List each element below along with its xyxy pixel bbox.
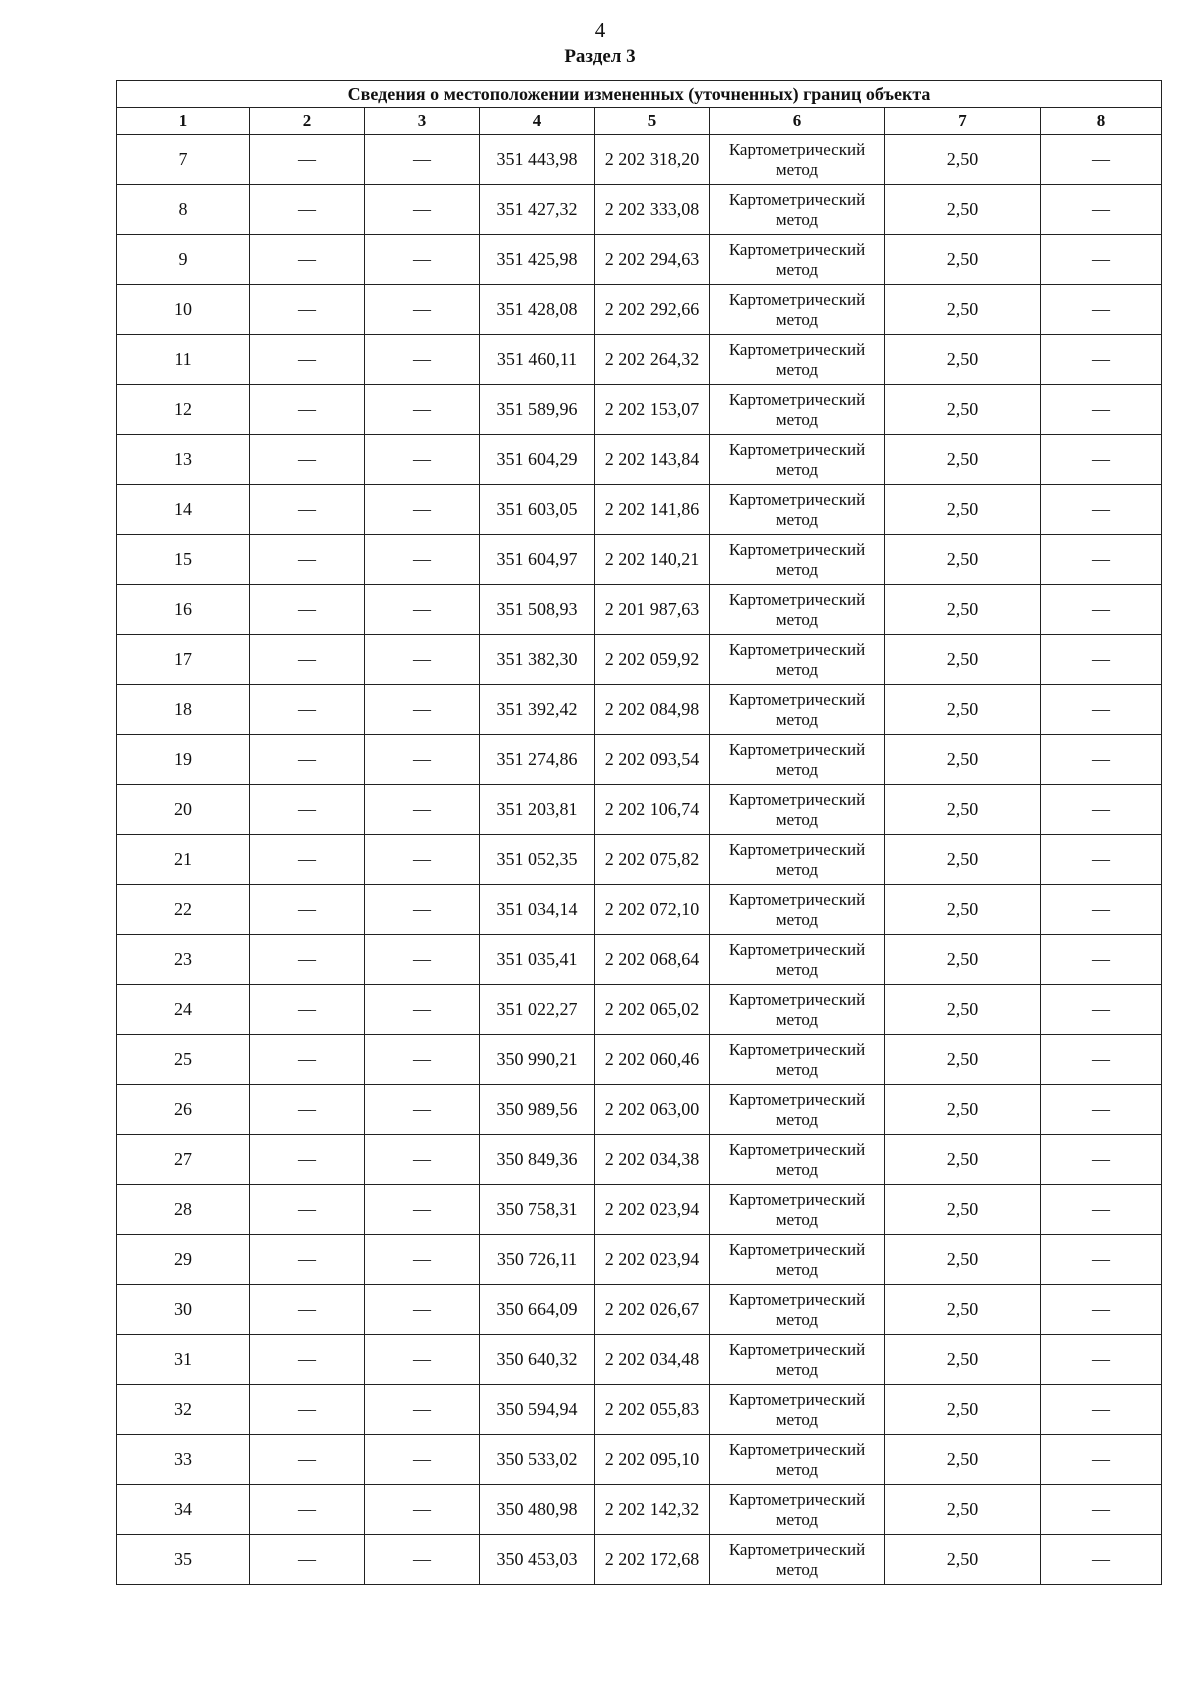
x-coordinate-cell: 350 664,09 [480,1285,595,1335]
empty-dash-cell: — [1041,1235,1162,1285]
point-number-cell: 26 [117,1085,250,1135]
empty-dash-cell: — [250,685,365,735]
method-cell: Картометрический метод [710,285,885,335]
point-number-cell: 35 [117,1535,250,1585]
x-coordinate-cell: 351 382,30 [480,635,595,685]
method-cell: Картометрический метод [710,685,885,735]
y-coordinate-cell: 2 202 065,02 [595,985,710,1035]
empty-dash-cell: — [365,485,480,535]
empty-dash-cell: — [250,1185,365,1235]
y-coordinate-cell: 2 202 055,83 [595,1385,710,1435]
method-cell: Картометрический метод [710,1435,885,1485]
empty-dash-cell: — [1041,1535,1162,1585]
accuracy-cell: 2,50 [885,1535,1041,1585]
empty-dash-cell: — [365,985,480,1035]
x-coordinate-cell: 351 034,14 [480,885,595,935]
x-coordinate-cell: 350 453,03 [480,1535,595,1585]
empty-dash-cell: — [250,135,365,185]
empty-dash-cell: — [365,1485,480,1535]
accuracy-cell: 2,50 [885,885,1041,935]
table-row [117,135,1162,185]
accuracy-cell: 2,50 [885,1185,1041,1235]
method-cell: Картометрический метод [710,1485,885,1535]
empty-dash-cell: — [1041,935,1162,985]
empty-dash-cell: — [1041,535,1162,585]
x-coordinate-cell: 351 460,11 [480,335,595,385]
y-coordinate-cell: 2 202 140,21 [595,535,710,585]
empty-dash-cell: — [250,1285,365,1335]
y-coordinate-cell: 2 202 068,64 [595,935,710,985]
empty-dash-cell: — [250,1535,365,1585]
y-coordinate-cell: 2 202 093,54 [595,735,710,785]
empty-dash-cell: — [1041,1135,1162,1185]
x-coordinate-cell: 350 480,98 [480,1485,595,1535]
y-coordinate-cell: 2 202 075,82 [595,835,710,885]
x-coordinate-cell: 351 443,98 [480,135,595,185]
x-coordinate-cell: 350 989,56 [480,1085,595,1135]
empty-dash-cell: — [365,785,480,835]
empty-dash-cell: — [365,735,480,785]
point-number-cell: 34 [117,1485,250,1535]
method-cell: Картометрический метод [710,435,885,485]
accuracy-cell: 2,50 [885,1435,1041,1485]
table-row [117,1135,1162,1185]
method-cell: Картометрический метод [710,1235,885,1285]
empty-dash-cell: — [1041,485,1162,535]
point-number-cell: 32 [117,1385,250,1435]
empty-dash-cell: — [250,1235,365,1285]
method-cell: Картометрический метод [710,935,885,985]
column-header-1: 1 [117,108,250,135]
accuracy-cell: 2,50 [885,185,1041,235]
y-coordinate-cell: 2 202 034,38 [595,1135,710,1185]
empty-dash-cell: — [365,1085,480,1135]
method-cell: Картометрический метод [710,135,885,185]
empty-dash-cell: — [250,1485,365,1535]
accuracy-cell: 2,50 [885,135,1041,185]
point-number-cell: 8 [117,185,250,235]
y-coordinate-cell: 2 202 072,10 [595,885,710,935]
empty-dash-cell: — [250,985,365,1035]
empty-dash-cell: — [1041,735,1162,785]
method-cell: Картометрический метод [710,1085,885,1135]
x-coordinate-cell: 351 603,05 [480,485,595,535]
section-title: Раздел 3 [564,46,636,67]
empty-dash-cell: — [365,235,480,285]
column-header-8: 8 [1041,108,1162,135]
method-cell: Картометрический метод [710,535,885,585]
point-number-cell: 27 [117,1135,250,1185]
empty-dash-cell: — [1041,1485,1162,1535]
y-coordinate-cell: 2 202 059,92 [595,635,710,685]
y-coordinate-cell: 2 202 106,74 [595,785,710,835]
method-cell: Картометрический метод [710,235,885,285]
empty-dash-cell: — [1041,1285,1162,1335]
table-row [117,1435,1162,1485]
column-header-5: 5 [595,108,710,135]
point-number-cell: 16 [117,585,250,635]
point-number-cell: 29 [117,1235,250,1285]
point-number-cell: 11 [117,335,250,385]
y-coordinate-cell: 2 201 987,63 [595,585,710,635]
method-cell: Картометрический метод [710,785,885,835]
empty-dash-cell: — [250,485,365,535]
empty-dash-cell: — [250,235,365,285]
method-cell: Картометрический метод [710,635,885,685]
empty-dash-cell: — [1041,185,1162,235]
accuracy-cell: 2,50 [885,735,1041,785]
point-number-cell: 20 [117,785,250,835]
x-coordinate-cell: 351 425,98 [480,235,595,285]
x-coordinate-cell: 351 427,32 [480,185,595,235]
point-number-cell: 25 [117,1035,250,1085]
empty-dash-cell: — [1041,885,1162,935]
empty-dash-cell: — [1041,1335,1162,1385]
table-row [117,485,1162,535]
boundary-coordinates-table [116,80,1162,1585]
empty-dash-cell: — [365,585,480,635]
accuracy-cell: 2,50 [885,335,1041,385]
point-number-cell: 19 [117,735,250,785]
y-coordinate-cell: 2 202 084,98 [595,685,710,735]
empty-dash-cell: — [365,1135,480,1185]
empty-dash-cell: — [250,1385,365,1435]
y-coordinate-cell: 2 202 172,68 [595,1535,710,1585]
empty-dash-cell: — [1041,235,1162,285]
empty-dash-cell: — [1041,635,1162,685]
accuracy-cell: 2,50 [885,1035,1041,1085]
method-cell: Картометрический метод [710,1035,885,1085]
empty-dash-cell: — [365,635,480,685]
point-number-cell: 15 [117,535,250,585]
empty-dash-cell: — [1041,385,1162,435]
column-header-6: 6 [710,108,885,135]
empty-dash-cell: — [365,1235,480,1285]
point-number-cell: 30 [117,1285,250,1335]
x-coordinate-cell: 350 594,94 [480,1385,595,1435]
accuracy-cell: 2,50 [885,1485,1041,1535]
empty-dash-cell: — [250,735,365,785]
table-row [117,1485,1162,1535]
y-coordinate-cell: 2 202 333,08 [595,185,710,235]
empty-dash-cell: — [365,685,480,735]
point-number-cell: 22 [117,885,250,935]
accuracy-cell: 2,50 [885,1085,1041,1135]
table-row [117,1285,1162,1335]
accuracy-cell: 2,50 [885,385,1041,435]
empty-dash-cell: — [250,285,365,335]
point-number-cell: 9 [117,235,250,285]
point-number-cell: 17 [117,635,250,685]
table-row [117,335,1162,385]
empty-dash-cell: — [250,635,365,685]
empty-dash-cell: — [365,335,480,385]
accuracy-cell: 2,50 [885,1235,1041,1285]
method-cell: Картометрический метод [710,735,885,785]
table-row [117,1335,1162,1385]
table-row [117,585,1162,635]
table-row [117,235,1162,285]
empty-dash-cell: — [250,935,365,985]
table-row [117,385,1162,435]
point-number-cell: 14 [117,485,250,535]
y-coordinate-cell: 2 202 023,94 [595,1185,710,1235]
accuracy-cell: 2,50 [885,935,1041,985]
table-row [117,1385,1162,1435]
point-number-cell: 7 [117,135,250,185]
table-row [117,835,1162,885]
x-coordinate-cell: 351 022,27 [480,985,595,1035]
method-cell: Картометрический метод [710,335,885,385]
empty-dash-cell: — [365,1035,480,1085]
method-cell: Картометрический метод [710,385,885,435]
table-caption: Сведения о местоположении измененных (уточненных) границ объекта [117,81,1162,108]
empty-dash-cell: — [365,935,480,985]
empty-dash-cell: — [250,385,365,435]
method-cell: Картометрический метод [710,1335,885,1385]
x-coordinate-cell: 350 726,11 [480,1235,595,1285]
point-number-cell: 10 [117,285,250,335]
accuracy-cell: 2,50 [885,785,1041,835]
accuracy-cell: 2,50 [885,1285,1041,1335]
x-coordinate-cell: 350 990,21 [480,1035,595,1085]
table-row [117,935,1162,985]
method-cell: Картометрический метод [710,1535,885,1585]
table-row [117,1185,1162,1235]
method-cell: Картометрический метод [710,485,885,535]
point-number-cell: 28 [117,1185,250,1235]
empty-dash-cell: — [1041,1085,1162,1135]
table-row [117,685,1162,735]
empty-dash-cell: — [1041,1435,1162,1485]
method-cell: Картометрический метод [710,185,885,235]
method-cell: Картометрический метод [710,1285,885,1335]
accuracy-cell: 2,50 [885,1385,1041,1435]
y-coordinate-cell: 2 202 026,67 [595,1285,710,1335]
point-number-cell: 21 [117,835,250,885]
empty-dash-cell: — [1041,135,1162,185]
empty-dash-cell: — [365,385,480,435]
column-header-3: 3 [365,108,480,135]
table-row [117,985,1162,1035]
method-cell: Картометрический метод [710,585,885,635]
point-number-cell: 24 [117,985,250,1035]
table-row [117,535,1162,585]
accuracy-cell: 2,50 [885,985,1041,1035]
x-coordinate-cell: 350 758,31 [480,1185,595,1235]
empty-dash-cell: — [250,435,365,485]
accuracy-cell: 2,50 [885,435,1041,485]
table-row [117,785,1162,835]
empty-dash-cell: — [365,1185,480,1235]
accuracy-cell: 2,50 [885,1135,1041,1185]
point-number-cell: 31 [117,1335,250,1385]
table-row [117,1035,1162,1085]
x-coordinate-cell: 351 274,86 [480,735,595,785]
empty-dash-cell: — [365,185,480,235]
empty-dash-cell: — [250,335,365,385]
table-row [117,735,1162,785]
point-number-cell: 23 [117,935,250,985]
column-header-2: 2 [250,108,365,135]
method-cell: Картометрический метод [710,1385,885,1435]
empty-dash-cell: — [365,835,480,885]
accuracy-cell: 2,50 [885,685,1041,735]
table-row [117,1535,1162,1585]
x-coordinate-cell: 351 035,41 [480,935,595,985]
empty-dash-cell: — [365,1335,480,1385]
empty-dash-cell: — [250,585,365,635]
empty-dash-cell: — [365,435,480,485]
accuracy-cell: 2,50 [885,535,1041,585]
x-coordinate-cell: 351 052,35 [480,835,595,885]
x-coordinate-cell: 350 640,32 [480,1335,595,1385]
empty-dash-cell: — [365,1285,480,1335]
accuracy-cell: 2,50 [885,1335,1041,1385]
y-coordinate-cell: 2 202 141,86 [595,485,710,535]
empty-dash-cell: — [250,1335,365,1385]
table-row [117,635,1162,685]
empty-dash-cell: — [250,1135,365,1185]
method-cell: Картометрический метод [710,835,885,885]
empty-dash-cell: — [1041,1035,1162,1085]
y-coordinate-cell: 2 202 060,46 [595,1035,710,1085]
empty-dash-cell: — [365,285,480,335]
column-header-4: 4 [480,108,595,135]
table-row [117,1235,1162,1285]
empty-dash-cell: — [250,785,365,835]
empty-dash-cell: — [365,1385,480,1435]
column-header-7: 7 [885,108,1041,135]
accuracy-cell: 2,50 [885,835,1041,885]
accuracy-cell: 2,50 [885,585,1041,635]
x-coordinate-cell: 351 604,29 [480,435,595,485]
empty-dash-cell: — [250,1085,365,1135]
x-coordinate-cell: 351 392,42 [480,685,595,735]
empty-dash-cell: — [1041,985,1162,1035]
table-row [117,1085,1162,1135]
point-number-cell: 18 [117,685,250,735]
method-cell: Картометрический метод [710,985,885,1035]
empty-dash-cell: — [1041,1385,1162,1435]
method-cell: Картометрический метод [710,885,885,935]
table-row [117,885,1162,935]
accuracy-cell: 2,50 [885,485,1041,535]
empty-dash-cell: — [1041,435,1162,485]
y-coordinate-cell: 2 202 023,94 [595,1235,710,1285]
empty-dash-cell: — [250,1435,365,1485]
x-coordinate-cell: 351 589,96 [480,385,595,435]
empty-dash-cell: — [365,885,480,935]
empty-dash-cell: — [250,535,365,585]
empty-dash-cell: — [1041,835,1162,885]
empty-dash-cell: — [1041,785,1162,835]
empty-dash-cell: — [365,535,480,585]
y-coordinate-cell: 2 202 153,07 [595,385,710,435]
y-coordinate-cell: 2 202 095,10 [595,1435,710,1485]
empty-dash-cell: — [1041,1185,1162,1235]
table-body [117,135,1162,1585]
x-coordinate-cell: 350 849,36 [480,1135,595,1185]
point-number-cell: 12 [117,385,250,435]
point-number-cell: 33 [117,1435,250,1485]
method-cell: Картометрический метод [710,1135,885,1185]
y-coordinate-cell: 2 202 142,32 [595,1485,710,1535]
empty-dash-cell: — [250,885,365,935]
y-coordinate-cell: 2 202 143,84 [595,435,710,485]
method-cell: Картометрический метод [710,1185,885,1235]
y-coordinate-cell: 2 202 292,66 [595,285,710,335]
table-row [117,435,1162,485]
empty-dash-cell: — [1041,335,1162,385]
y-coordinate-cell: 2 202 318,20 [595,135,710,185]
y-coordinate-cell: 2 202 063,00 [595,1085,710,1135]
x-coordinate-cell: 350 533,02 [480,1435,595,1485]
empty-dash-cell: — [1041,685,1162,735]
y-coordinate-cell: 2 202 034,48 [595,1335,710,1385]
point-number-cell: 13 [117,435,250,485]
empty-dash-cell: — [250,185,365,235]
y-coordinate-cell: 2 202 264,32 [595,335,710,385]
accuracy-cell: 2,50 [885,285,1041,335]
accuracy-cell: 2,50 [885,635,1041,685]
empty-dash-cell: — [1041,285,1162,335]
column-header-row [117,108,1162,135]
empty-dash-cell: — [365,1535,480,1585]
table-row [117,285,1162,335]
accuracy-cell: 2,50 [885,235,1041,285]
page-number: 4 [594,18,606,42]
x-coordinate-cell: 351 508,93 [480,585,595,635]
empty-dash-cell: — [365,1435,480,1485]
x-coordinate-cell: 351 428,08 [480,285,595,335]
x-coordinate-cell: 351 203,81 [480,785,595,835]
table-row [117,185,1162,235]
empty-dash-cell: — [250,835,365,885]
empty-dash-cell: — [1041,585,1162,635]
x-coordinate-cell: 351 604,97 [480,535,595,585]
y-coordinate-cell: 2 202 294,63 [595,235,710,285]
empty-dash-cell: — [250,1035,365,1085]
empty-dash-cell: — [365,135,480,185]
